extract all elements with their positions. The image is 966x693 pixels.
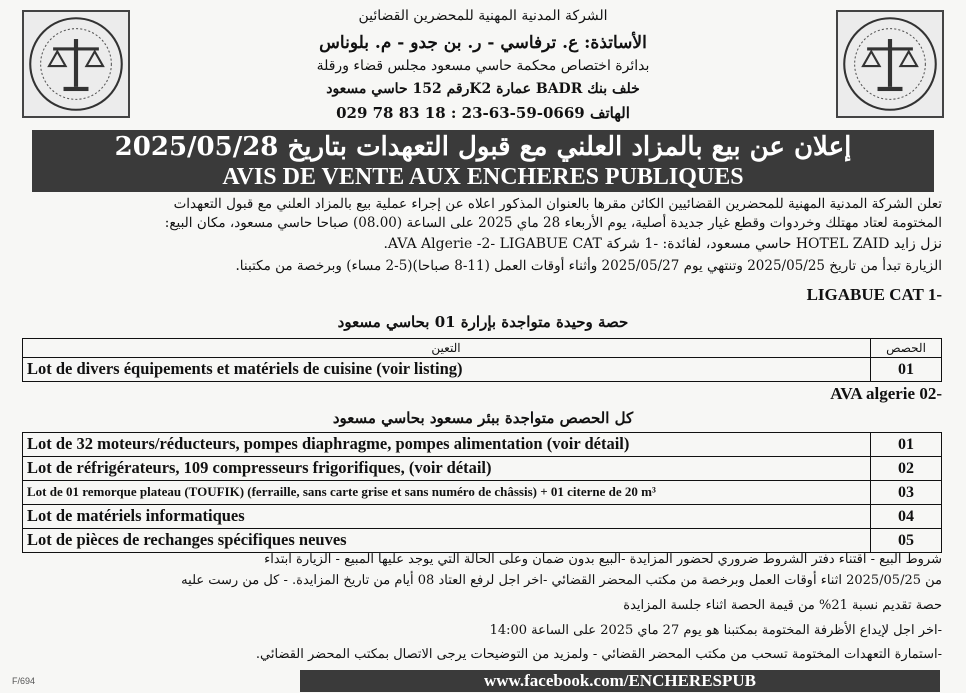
office-phone: 029 78 83 18 : الهاتف 0669-59-63-23 [336,104,630,122]
section-1-title: LIGABUE CAT 1- [806,285,942,304]
seal-left-icon [22,10,130,118]
header-lots: الحصص [870,339,941,357]
office-address: خلف بنك BADR عمارة K2رقم 152 حاسي مسعود [326,81,640,97]
title-arabic: إعلان عن بيع بالمزاد العلني مع قبول التعهدات بتاريخ 2025/05/28 [114,132,852,162]
lot-description: Lot de réfrigérateurs, 109 compresseurs frigorifiques, (voir détail) [27,458,492,477]
title-banner [32,130,934,192]
lot-number: 03 [870,481,941,504]
lot-number: 05 [870,529,941,552]
lot-description: Lot de 01 remorque plateau (TOUFIK) (ferraille, sans carte grise et sans numéro de châssis) + 01 citerne de 20 m³ [27,484,656,499]
lot-description: Lot de matériels informatiques [27,506,245,525]
lot-number: 01 [870,358,941,381]
intro-line-3: نزل زايد HOTEL ZAID حاسي مسعود، لفائدة: -1 شركة AVA Algerie -2- LIGABUE CAT. [383,236,942,252]
title-french: AVIS DE VENTE AUX ENCHERES PUBLIQUES [222,164,744,190]
lot-description: Lot de 32 moteurs/réducteurs, pompes diaphragme, pompes alimentation (voir détail) [27,434,630,453]
intro-line-1: تعلن الشركة المدنية المهنية للمحضرين القضائيين الكائن مقرها بالعنوان المذكور اعلاه عن إجراء عملية بيع بالمزاد العلني مع قبول التعهدات [173,196,942,212]
conditions-line-3: حصة تقديم نسبة 21% من قيمة الحصة اثناء جلسة المزايدة [623,598,942,613]
lots-table-2 [22,432,942,553]
table-row [22,481,942,505]
conditions-line-5: -استمارة التعهدات المختومة تسحب من مكتب المحضر القضائي - ولمزيد من التوضيحات يرجى الاتصال بمكتب المحضر القضائي. [255,647,942,662]
table-row [22,358,942,382]
lot-description: Lot de divers équipements et matériels de cuisine (voir listing) [27,359,463,378]
bailiff-names: الأساتذة: ع. ترفاسي - ر. بن جدو - م. بلوناس [319,33,647,53]
seal-right-icon [836,10,944,118]
lots-table-1 [22,338,942,382]
table-row [22,433,942,457]
table-row [22,457,942,481]
website-link[interactable]: www.facebook.com/ENCHERESPUB [300,670,940,692]
conditions-line-2: من 2025/05/25 اثناء أوقات العمل وبرخصة من مكتب المحضر القضائي -اخر اجل لرفع العتاد 08 أيام من تاريخ المزايدة. - كل من رست عليه [181,573,942,588]
company-name: الشركة المدنية المهنية للمحضرين القضائين [358,8,608,24]
lot-description: Lot de pièces de rechanges spécifiques neuves [27,530,347,549]
jurisdiction: بدائرة اختصاص محكمة حاسي مسعود مجلس قضاء ورقلة [316,58,650,74]
conditions-line-1: شروط البيع - اقتناء دفتر الشروط ضروري لحضور المزايدة -البيع بدون ضمان وعلى الحالة التي يوجد عليها المبيع - الزيارة ابتداء [264,552,942,567]
table-row [22,505,942,529]
intro-line-2: المختومة لعتاد مهتلك وخردوات وقطع غيار جديدة أصلية، يوم الأربعاء 28 ماي 2025 على الساعة (08.00) صباحا حاسي مسعود، مكان البيع: [164,215,942,231]
lot-number: 01 [870,433,941,456]
conditions-line-4: -اخر اجل لإيداع الأظرفة المختومة بمكتبنا هو يوم 27 ماي 2025 على الساعة 14:00 [489,623,942,638]
section-2-title: AVA algerie 02- [830,384,942,403]
table-header-row [22,339,942,358]
intro-line-4: الزيارة تبدأ من تاريخ 2025/05/25 وتنتهي يوم 2025/05/27 وأثناء أوقات العمل (11-8 صباحا)(5-2 مساء) وبرخصة من مكتبنا. [235,258,942,274]
section-1-location: حصة وحيدة متواجدة بإرارة 01 بحاسي مسعود [337,313,629,331]
header-designation: التعين [431,341,461,355]
lot-number: 04 [870,505,941,528]
lot-number: 02 [870,457,941,480]
page-tag: F/694 [12,676,36,686]
section-2-location: كل الحصص متواجدة ببئر مسعود بحاسي مسعود [332,409,634,427]
